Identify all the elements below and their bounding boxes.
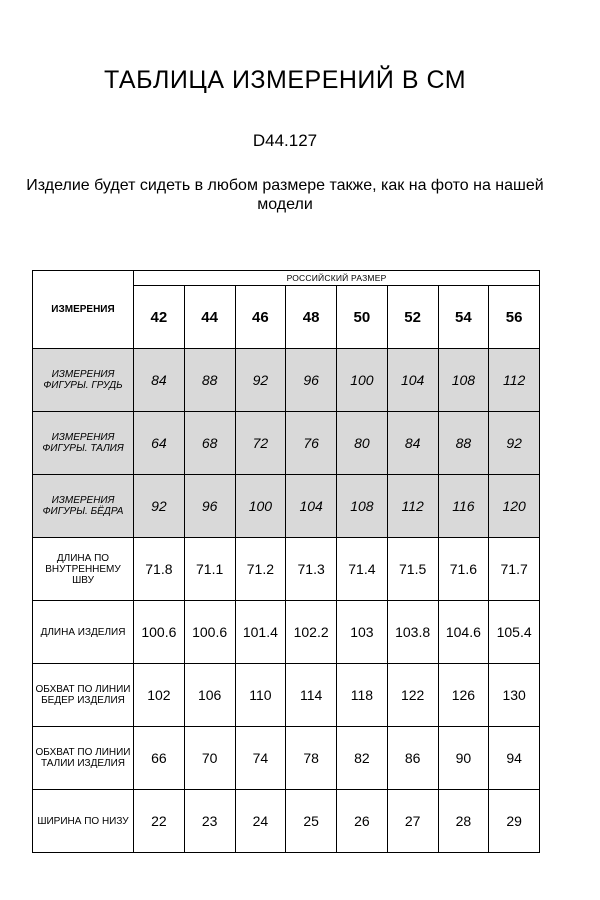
table-cell: 90	[438, 727, 489, 790]
table-row	[33, 601, 540, 664]
table-cell: 86	[387, 727, 438, 790]
table-cell: 72	[235, 412, 286, 475]
table-cell: 29	[489, 790, 540, 853]
table-cell: 102.2	[286, 601, 337, 664]
table-cell: 71.1	[184, 538, 235, 601]
table-cell: 120	[489, 475, 540, 538]
size-header-cell: 54	[438, 286, 489, 349]
table-cell: 105.4	[489, 601, 540, 664]
row-label: ШИРИНА ПО НИЗУ	[33, 790, 134, 853]
size-header-cell: 42	[134, 286, 185, 349]
table-cell: 114	[286, 664, 337, 727]
table-cell: 92	[489, 412, 540, 475]
table-row	[33, 475, 540, 538]
table-cell: 122	[387, 664, 438, 727]
table-cell: 24	[235, 790, 286, 853]
table-cell: 108	[337, 475, 388, 538]
size-header-cell: 44	[184, 286, 235, 349]
table-cell: 76	[286, 412, 337, 475]
size-header-cell: 48	[286, 286, 337, 349]
table-body	[33, 349, 540, 853]
table-cell: 88	[184, 349, 235, 412]
table-row	[33, 349, 540, 412]
table-cell: 78	[286, 727, 337, 790]
table-cell: 84	[134, 349, 185, 412]
table-cell: 100	[235, 475, 286, 538]
measure-header: ИЗМЕРЕНИЯ	[33, 271, 134, 349]
page-title: ТАБЛИЦА ИЗМЕРЕНИЙ В СМ	[103, 66, 467, 94]
table-cell: 70	[184, 727, 235, 790]
size-header-cell: 56	[489, 286, 540, 349]
table-cell: 126	[438, 664, 489, 727]
table-cell: 82	[337, 727, 388, 790]
table-row	[33, 664, 540, 727]
table-cell: 66	[134, 727, 185, 790]
table-cell: 116	[438, 475, 489, 538]
table-cell: 88	[438, 412, 489, 475]
table-cell: 108	[438, 349, 489, 412]
row-label: ОБХВАТ ПО ЛИНИИ ТАЛИИ ИЗДЕЛИЯ	[33, 727, 134, 790]
table-cell: 94	[489, 727, 540, 790]
table-cell: 112	[489, 349, 540, 412]
table-cell: 26	[337, 790, 388, 853]
table-cell: 71.4	[337, 538, 388, 601]
table-cell: 74	[235, 727, 286, 790]
table-cell: 71.7	[489, 538, 540, 601]
table-cell: 80	[337, 412, 388, 475]
table-cell: 23	[184, 790, 235, 853]
table-cell: 103	[337, 601, 388, 664]
table-row	[33, 790, 540, 853]
table-cell: 100.6	[184, 601, 235, 664]
table-cell: 130	[489, 664, 540, 727]
table-row	[33, 412, 540, 475]
row-label: ИЗМЕРЕНИЯ ФИГУРЫ. ГРУДЬ	[33, 349, 134, 412]
table-cell: 28	[438, 790, 489, 853]
table-cell: 27	[387, 790, 438, 853]
table-cell: 112	[387, 475, 438, 538]
table-cell: 22	[134, 790, 185, 853]
table-cell: 71.2	[235, 538, 286, 601]
table-cell: 71.6	[438, 538, 489, 601]
table-cell: 25	[286, 790, 337, 853]
table-cell: 64	[134, 412, 185, 475]
table-cell: 101.4	[235, 601, 286, 664]
table-cell: 106	[184, 664, 235, 727]
table-cell: 118	[337, 664, 388, 727]
row-label: ДЛИНА ИЗДЕЛИЯ	[33, 601, 134, 664]
table-cell: 100	[337, 349, 388, 412]
table-cell: 96	[184, 475, 235, 538]
table-cell: 103.8	[387, 601, 438, 664]
table-cell: 71.8	[134, 538, 185, 601]
row-label: ИЗМЕРЕНИЯ ФИГУРЫ. ТАЛИЯ	[33, 412, 134, 475]
table-cell: 92	[134, 475, 185, 538]
table-cell: 104	[387, 349, 438, 412]
table-cell: 71.3	[286, 538, 337, 601]
table-cell: 100.6	[134, 601, 185, 664]
table-cell: 84	[387, 412, 438, 475]
table-cell: 110	[235, 664, 286, 727]
table-cell: 92	[235, 349, 286, 412]
table-cell: 96	[286, 349, 337, 412]
size-group-header: РОССИЙСКИЙ РАЗМЕР	[134, 271, 540, 286]
size-header-cell: 46	[235, 286, 286, 349]
size-header-cell: 52	[387, 286, 438, 349]
product-code: D44.127	[252, 131, 318, 150]
table-cell: 68	[184, 412, 235, 475]
table-cell: 104.6	[438, 601, 489, 664]
table-row	[33, 727, 540, 790]
size-table	[32, 270, 540, 853]
table-cell: 71.5	[387, 538, 438, 601]
table-row	[33, 538, 540, 601]
row-label: ИЗМЕРЕНИЯ ФИГУРЫ. БЁДРА	[33, 475, 134, 538]
row-label: ОБХВАТ ПО ЛИНИИ БЕДЕР ИЗДЕЛИЯ	[33, 664, 134, 727]
size-header-cell: 50	[337, 286, 388, 349]
row-label: ДЛИНА ПО ВНУТРЕННЕМУ ШВУ	[33, 538, 134, 601]
table-cell: 104	[286, 475, 337, 538]
table-cell: 102	[134, 664, 185, 727]
fit-note: Изделие будет сидеть в любом размере также, как на фото на нашей модели	[26, 177, 544, 213]
